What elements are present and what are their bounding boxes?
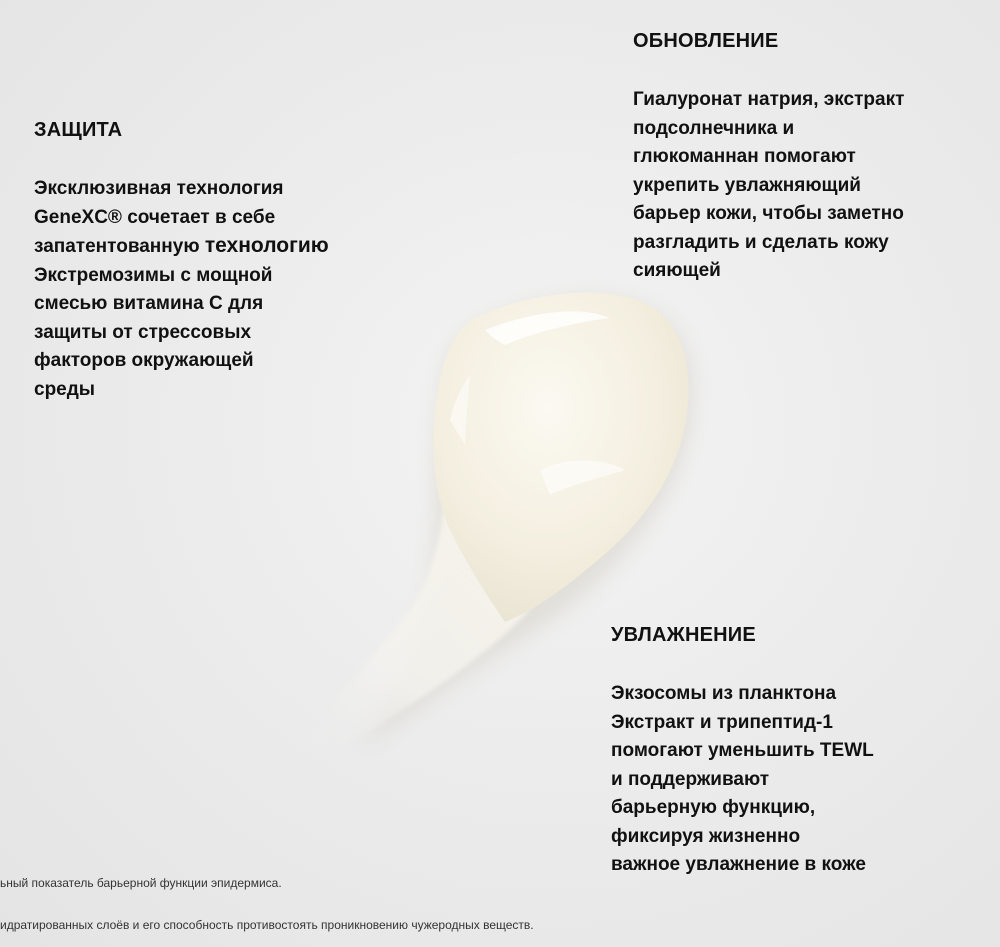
protection-text-end: Экстремозимы с мощной смесью витамина С для защиты от стрессовых факторов окружающей среды [34,264,273,400]
footnote-hydrated-layers: идратированных слоёв и его способность противостоять проникновению чужеродных веществ. [0,918,534,932]
protection-description [34,175,414,404]
protection-emphasis: технологию [204,234,329,257]
footnote-barrier: ьный показатель барьерной функции эпидермиса. [0,876,282,890]
protection-heading: ЗАЩИТА [34,119,123,141]
hydration-heading: УВЛАЖНЕНИЕ [611,624,756,646]
hydration-description: Экзосомы из планктона Экстракт и трипептид-1 помогают уменьшить TEWL и поддерживают барьерную функцию, фиксируя жизненно важное увлажнение в коже [611,683,874,875]
renewal-heading: ОБНОВЛЕНИЕ [633,30,779,52]
protection-section [34,118,414,404]
hydration-section [611,623,951,880]
renewal-description: Гиалуронат натрия, экстракт подсолнечника и глюкоманнан помогают укрепить увлажняющий барьер кожи, чтобы заметно разгладить и сделать кожу сияющей [633,89,905,281]
renewal-section [633,29,993,286]
protection-text-start: Эксклюзивная технология GeneXC® сочетает в себе запатентованную [34,178,284,257]
